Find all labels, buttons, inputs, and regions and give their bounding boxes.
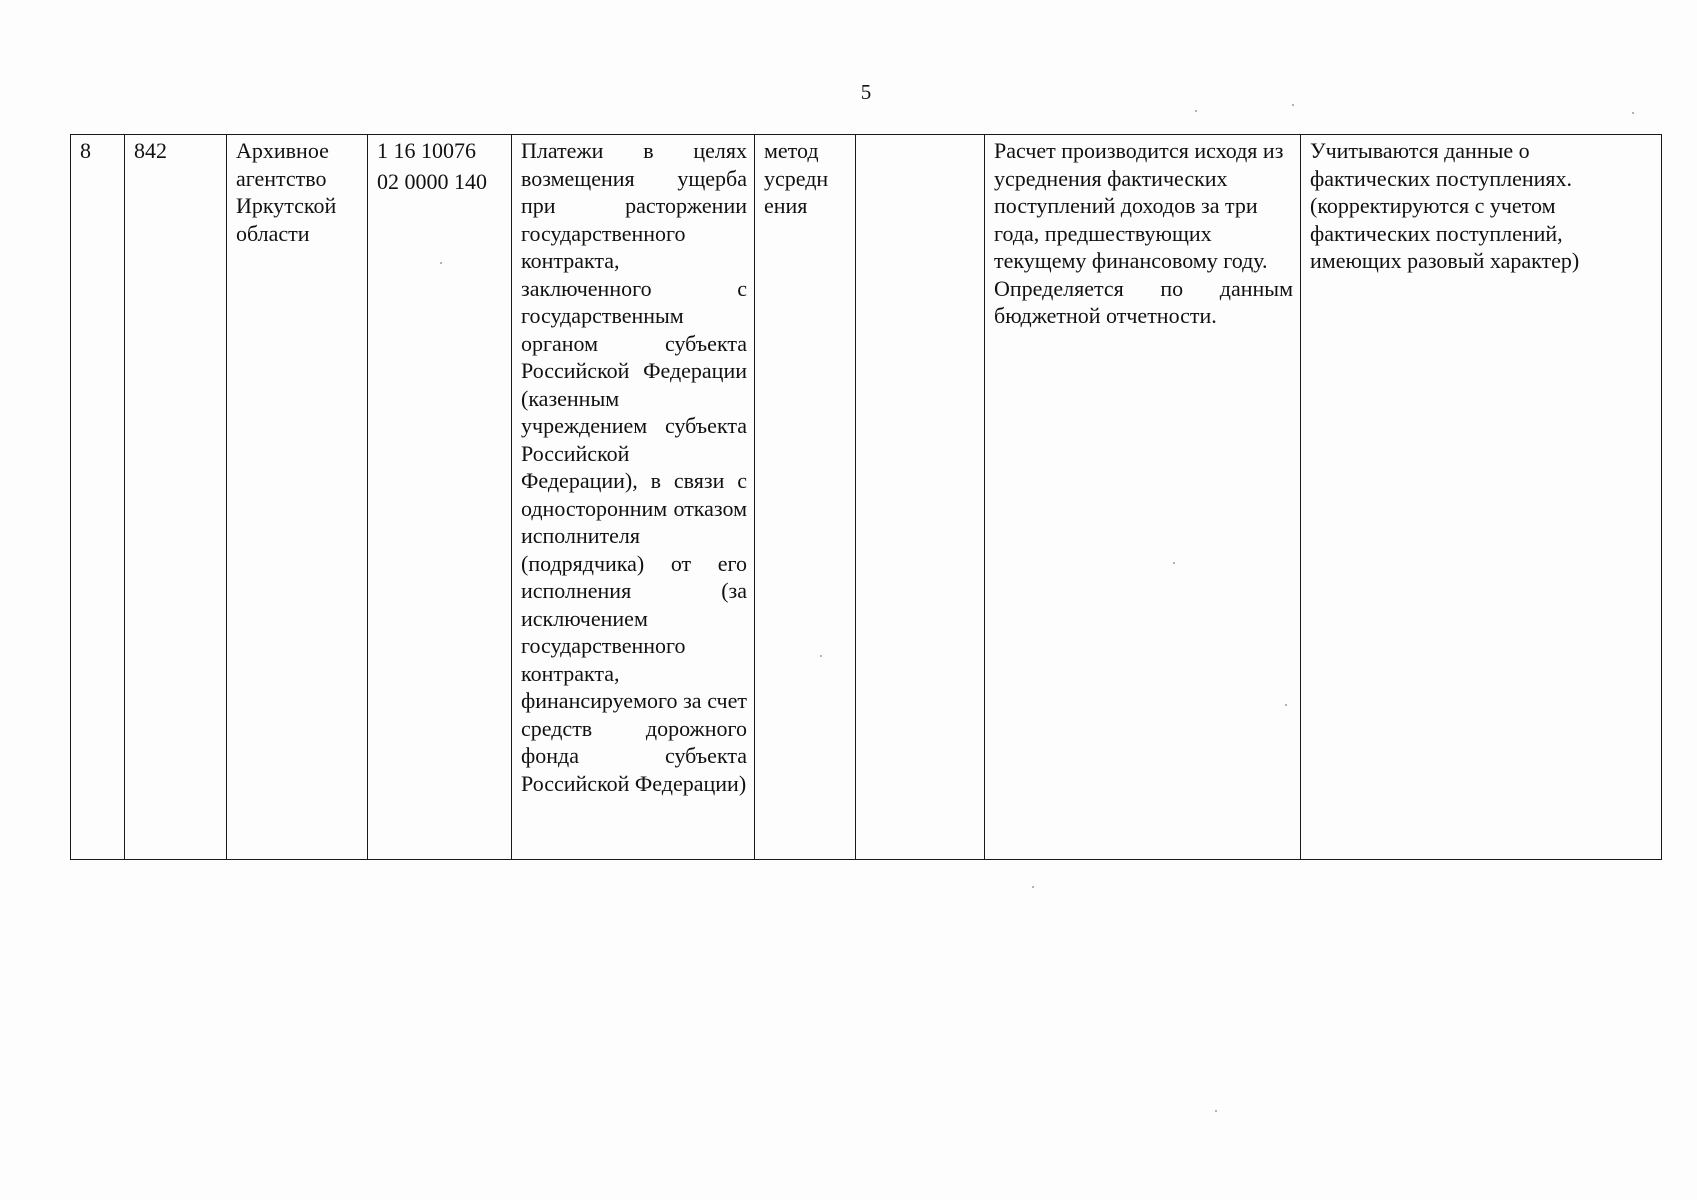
formula-cell [856,135,985,860]
algorithm-cell [985,135,1301,860]
kbk-cell [368,135,512,860]
notes-text: Учитываются данные о фактических поступлениях. (корректируются с учетом фактических поступлений, имеющих разовый характер) [1310,138,1580,273]
scan-speck [1173,562,1175,564]
scan-speck [1632,112,1634,114]
algorithm-paragraph-2: Определяется по данным бюджетной отчетности. [994,275,1293,328]
table-row [71,135,1662,860]
kbk-code-line-2: 02 0000 140 [377,168,487,194]
algorithm-paragraph-1: Расчет производится исходя из усреднения фактических поступлений доходов за три года, предшествующих текущему финансовому году. [994,138,1284,273]
admin-code: 842 [134,138,167,163]
kbk-code-line-1: 1 16 10076 [377,138,476,163]
income-name-text: Платежи в целях возмещения ущерба при расторжении государственного контракта, заключенного с государственным органом субъекта Российской Федерации (казенным учреждением субъекта Российской Федерации), в связи с односторонним отказом исполнителя (подрядчика) от его исполнения (за исключением государственного контракта, финансируемого за счет средств дорожного фонда субъекта Российской Федерации) [521,138,747,796]
admin-code-cell [125,135,227,860]
row-index-cell [71,135,125,860]
notes-cell [1301,135,1662,860]
scan-speck [820,655,822,657]
scan-speck [1032,886,1034,888]
administrator-name: Архивное агентство Иркутской области [236,138,337,246]
scan-speck [1215,1110,1217,1112]
row-index: 8 [80,138,91,163]
scan-speck [440,262,442,264]
method-cell [755,135,856,860]
scan-speck [1195,110,1197,112]
income-name-cell [512,135,755,860]
income-forecast-table [70,134,1662,860]
administrator-cell [227,135,368,860]
method-text: метод усредн ения [764,138,829,218]
scan-speck [1285,704,1287,706]
scan-speck [1292,104,1294,106]
page-number: 5 [860,80,872,104]
